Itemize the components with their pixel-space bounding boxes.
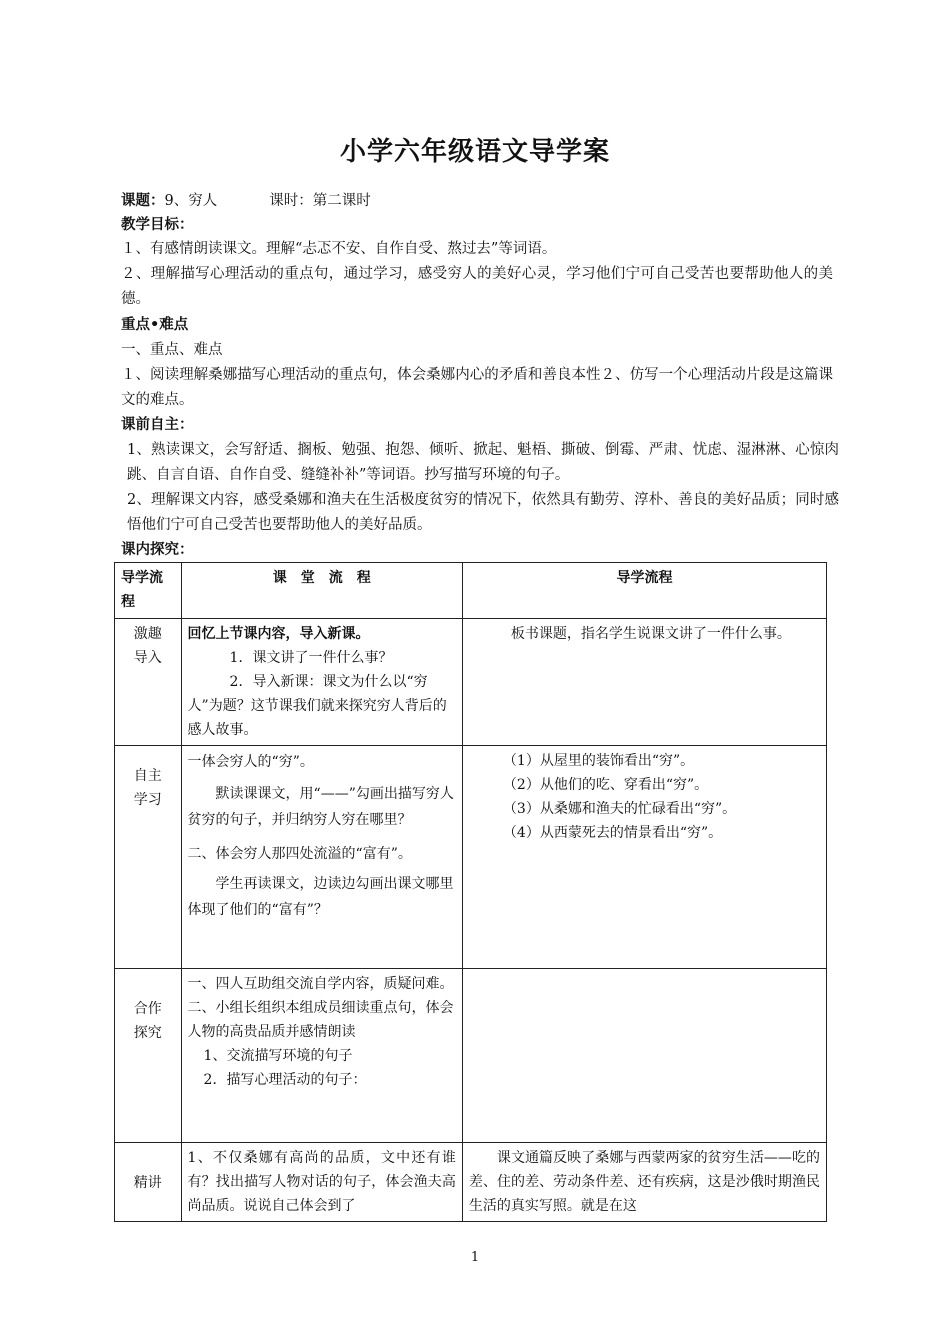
row3-left-line4: 2．描写心理活动的句子： xyxy=(203,1072,367,1088)
row2-right-line2: （2）从他们的吃、穿看出“穷”。 xyxy=(502,777,709,793)
row2-left-line2: 默读课课文，用“——”勾画出描写穷人贫穷的句子，并归纳穷人穷在哪里？ xyxy=(187,786,454,828)
table-row xyxy=(115,1143,827,1222)
row1-right-line1: 板书课题，指名学生说课文讲了一件什么事。 xyxy=(510,626,791,642)
goals-heading: 教学目标： xyxy=(121,217,194,233)
row2-left-line4: 学生再读课文，边读边勾画出课文哪里体现了他们的“富有”？ xyxy=(187,876,454,918)
row4-left-line1: 1、不仅桑娜有高尚的品质，文中还有谁有？找出描写人物对话的句子，体会渔夫高尚品质。说说自己体会到了 xyxy=(187,1150,456,1214)
row2-left-line1: 一体会穷人的“穷”。 xyxy=(187,754,314,770)
header-stage: 导学流程 xyxy=(121,570,163,610)
row2-right-line3: （3）从桑娜和渔夫的忙碌看出“穷”。 xyxy=(502,801,737,817)
inclass-heading: 课内探究： xyxy=(121,542,194,558)
header-classroom-flow: 课 堂 流 程 xyxy=(272,570,371,586)
header-guide-flow: 导学流程 xyxy=(616,570,673,586)
pre-study-item-1: 1、熟读课文，会写舒适、搁板、勉强、抱怨、倾听、掀起、魁梧、撕破、倒霉、严肃、忧虑、湿淋淋、心惊肉跳、自言自语、自作自受、缝缝补补”等词语。抄写描写环境的句子。 xyxy=(127,442,839,483)
row1-left-line3: 2．导入新课：课文为什么以“穷人”为题？这节课我们就来探究穷人背后的感人故事。 xyxy=(187,674,447,738)
row3-left-line3: 1、交流描写环境的句子 xyxy=(203,1048,353,1064)
pre-study-heading: 课前自主： xyxy=(121,417,194,433)
row3-left-line2: 二、小组长组织本组成员细读重点句，体会人物的高贵品质并感情朗读 xyxy=(187,1000,454,1040)
row1-left-line1: 回忆上节课内容，导入新课。 xyxy=(187,626,370,642)
lesson-flow-table xyxy=(114,562,827,1222)
table-row xyxy=(115,969,827,1143)
topic-label: 课题： xyxy=(121,193,165,209)
stage-cell: 激趣 导入 xyxy=(115,619,182,746)
page-number: 1 xyxy=(470,1250,480,1265)
row2-left-line3: 二、体会穷人那四处流溢的“富有”。 xyxy=(187,846,412,862)
page-title: 小学六年级语文导学案 xyxy=(339,137,610,167)
key-points-text: １、阅读理解桑娜描写心理活动的重点句，体会桑娜内心的矛盾和善良本性２、仿写一个心理活动片段是这篇课文的难点。 xyxy=(121,367,833,408)
table-header-row xyxy=(115,563,827,619)
stage-cell: 合作 探究 xyxy=(115,969,182,1143)
row2-right-line4: （4）从西蒙死去的情景看出“穷”。 xyxy=(502,825,723,841)
topic-value: 9、穷人 xyxy=(164,193,218,209)
row4-right-line1: 课文通篇反映了桑娜与西蒙两家的贫穷生活——吃的差、住的差、劳动条件差、还有疾病，这是沙俄时期渔民生活的真实写照。就是在这 xyxy=(468,1150,820,1214)
lesson-info-line xyxy=(121,189,831,213)
goal-item-2: ２、理解描写心理活动的重点句，通过学习，感受穷人的美好心灵，学习他们宁可自己受苦也要帮助他人的美德。 xyxy=(121,266,833,307)
key-points-heading: 重点•难点 xyxy=(121,317,189,333)
table-row xyxy=(115,746,827,969)
row3-left-line1: 一、四人互助组交流自学内容，质疑问难。 xyxy=(187,976,454,992)
period-value: 第二课时 xyxy=(312,193,371,209)
table-row xyxy=(115,619,827,746)
goal-item-1: １、有感情朗读课文。理解“忐忑不安、自作自受、熬过去”等词语。 xyxy=(121,241,557,257)
row1-left-line2: 1．课文讲了一件什么事？ xyxy=(229,650,393,666)
pre-study-item-2: 2、理解课文内容，感受桑娜和渔夫在生活极度贫穷的情况下，依然具有勤劳、淳朴、善良的美好品质；同时感悟他们宁可自己受苦也要帮助他人的美好品质。 xyxy=(127,492,839,533)
period-label: 课时： xyxy=(269,193,313,209)
row2-right-line1: （1）从屋里的装饰看出“穷”。 xyxy=(502,753,695,769)
stage-cell: 自主 学习 xyxy=(115,746,182,969)
key-points-sub: 一、重点、难点 xyxy=(121,342,223,358)
stage-cell: 精讲 xyxy=(115,1143,182,1222)
